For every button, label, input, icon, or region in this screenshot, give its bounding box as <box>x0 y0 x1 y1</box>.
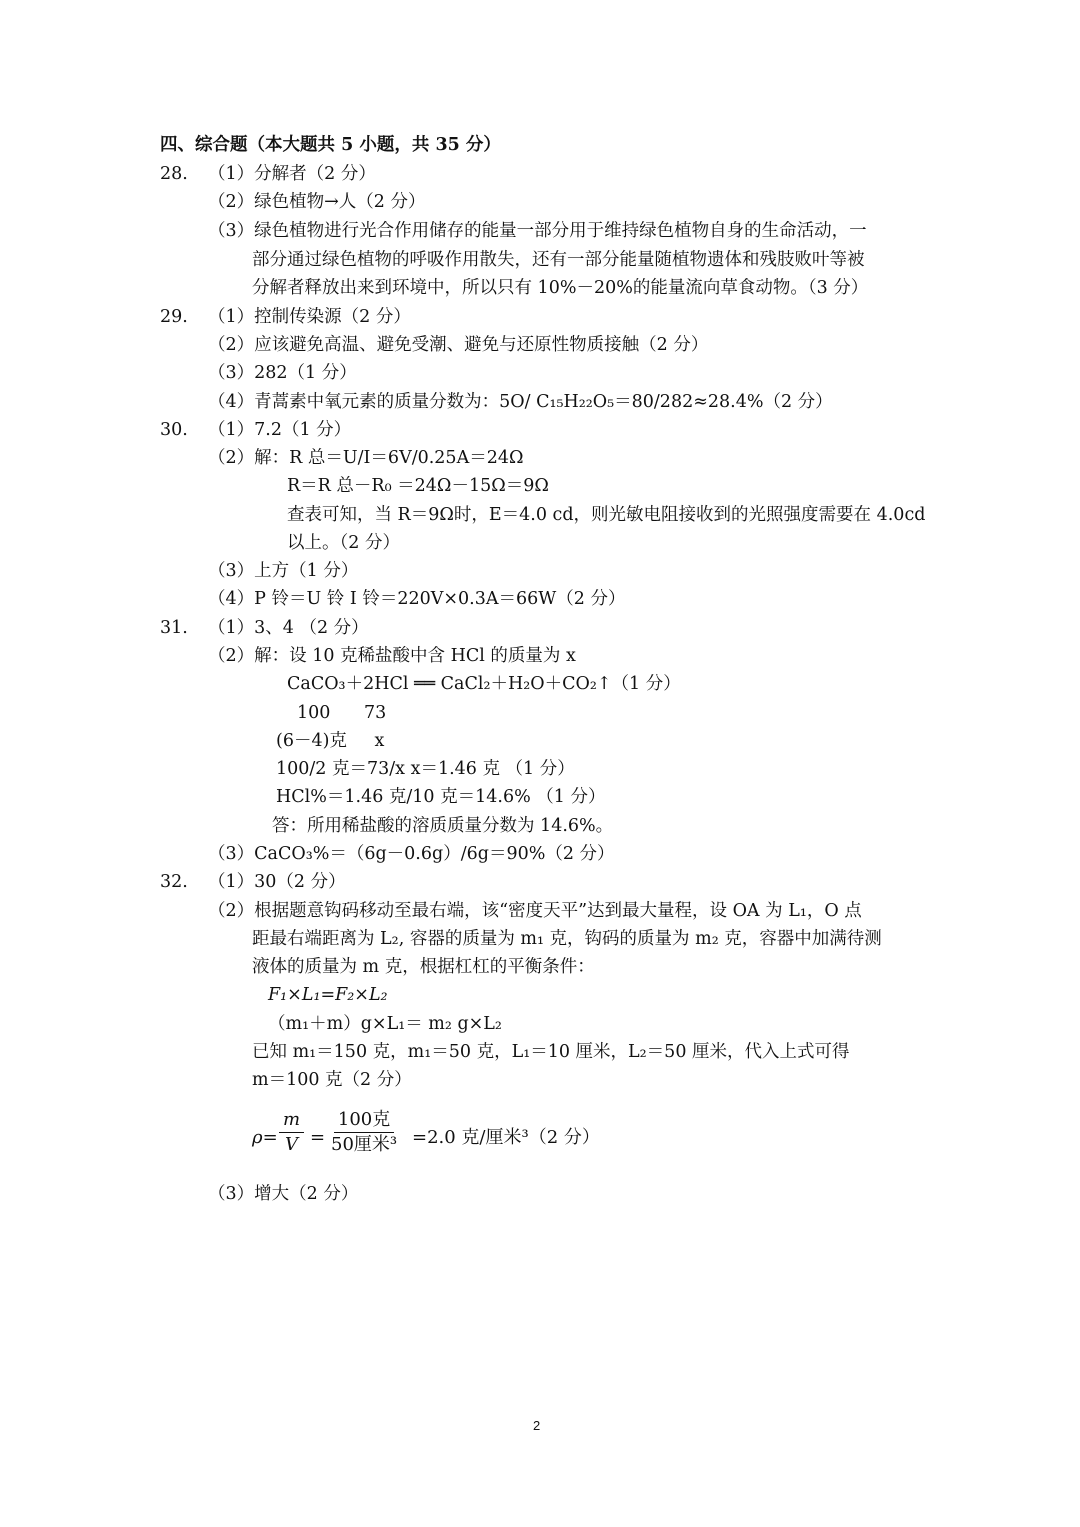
answer-line: R＝R 总－R₀ ＝24Ω－15Ω＝9Ω <box>287 476 549 496</box>
answer-line: （3）增大（2 分） <box>208 1184 359 1204</box>
fraction-numerator: m <box>279 1108 304 1133</box>
answer-line: （1）3、4 （2 分） <box>208 618 369 638</box>
page-number: 2 <box>533 1418 541 1433</box>
question-number: 29. <box>160 307 188 327</box>
answer-line: （2）解：设 10 克稀盐酸中含 HCl 的质量为 x <box>208 646 576 666</box>
answer-line: （1）7.2（1 分） <box>208 420 352 440</box>
answer-line: （2）根据题意钩码移动至最右端，该“密度天平”达到最大量程，设 OA 为 L₁，O 点 <box>208 901 862 921</box>
answer-line: 查表可知，当 R＝9Ω时，E＝4.0 cd，则光敏电阻接收到的光照强度需要在 4.0cd <box>287 505 926 525</box>
answer-line: (6－4)克 x <box>276 731 385 751</box>
fraction-mass-over-volume <box>327 1108 401 1157</box>
answer-line: （1）分解者（2 分） <box>208 164 376 184</box>
answer-line: （4）P 铃＝U 铃 I 铃＝220V×0.3A＝66W（2 分） <box>208 589 626 609</box>
fraction-m-over-v <box>279 1108 304 1157</box>
answer-line: （2）解：R 总＝U/I＝6V/0.25A＝24Ω <box>208 448 524 468</box>
answer-line: 以上。（2 分） <box>287 533 400 553</box>
formula-equals: = <box>310 1127 326 1148</box>
answer-line: 100 73 <box>297 703 387 723</box>
question-number: 31. <box>160 618 188 638</box>
formula-result: =2.0 克/厘米³（2 分） <box>412 1127 600 1148</box>
answer-line: （3）CaCO₃%＝（6g－0.6g）/6g＝90%（2 分） <box>208 844 615 864</box>
answer-line: （4）青蒿素中氧元素的质量分数为：5O/ C₁₅H₂₂O₅＝80/282≈28.4%（2 分） <box>208 392 833 412</box>
answer-line: CaCO₃＋2HCl ══ CaCl₂＋H₂O＋CO₂↑（1 分） <box>287 674 681 694</box>
answer-line: （3）绿色植物进行光合作用储存的能量一部分用于维持绿色植物自身的生命活动，一 <box>208 221 867 241</box>
question-number: 30. <box>160 420 188 440</box>
answer-line: 已知 m₁＝150 克，m₁＝50 克，L₁＝10 厘米，L₂＝50 厘米，代入上式可得 <box>252 1042 850 1062</box>
answer-line: 答：所用稀盐酸的溶质质量分数为 14.6%。 <box>272 816 614 836</box>
question-number: 32. <box>160 872 188 892</box>
answer-line: （2）绿色植物→人（2 分） <box>208 192 426 212</box>
fraction-denominator: 50厘米³ <box>331 1134 398 1155</box>
answer-line: （3）282（1 分） <box>208 363 357 383</box>
section-title: 四、综合题（本大题共 5 小题，共 35 分） <box>160 135 501 155</box>
answer-line: 100/2 克＝73/x x＝1.46 克 （1 分） <box>276 759 575 779</box>
answer-line: （3）上方（1 分） <box>208 561 359 581</box>
answer-line: 距最右端距离为 L₂, 容器的质量为 m₁ 克，钩码的质量为 m₂ 克，容器中加满待测 <box>252 929 882 949</box>
answer-line: 部分通过绿色植物的呼吸作用散失，还有一部分能量随植物遗体和残肢败叶等被 <box>252 250 865 270</box>
answer-line: （1）30（2 分） <box>208 872 346 892</box>
formula-lhs: ρ= <box>252 1127 278 1148</box>
answer-line: （2）应该避免高温、避免受潮、避免与还原性物质接触（2 分） <box>208 335 709 355</box>
answer-line: （m₁＋m）g×L₁＝ m₂ g×L₂ <box>268 1014 502 1034</box>
fraction-numerator: 100克 <box>334 1108 394 1133</box>
answer-line: HCl%＝1.46 克/10 克＝14.6% （1 分） <box>276 787 606 807</box>
question-number: 28. <box>160 164 188 184</box>
answer-line: m＝100 克（2 分） <box>252 1070 412 1090</box>
answer-line: 分解者释放出来到环境中，所以只有 10%－20%的能量流向草食动物。（3 分） <box>252 278 869 298</box>
answer-line: （1）控制传染源（2 分） <box>208 307 411 327</box>
answer-line: 液体的质量为 m 克，根据杠杠的平衡条件： <box>252 957 595 977</box>
answer-line: F₁×L₁=F₂×L₂ <box>268 985 388 1005</box>
fraction-denominator: V <box>285 1134 299 1155</box>
